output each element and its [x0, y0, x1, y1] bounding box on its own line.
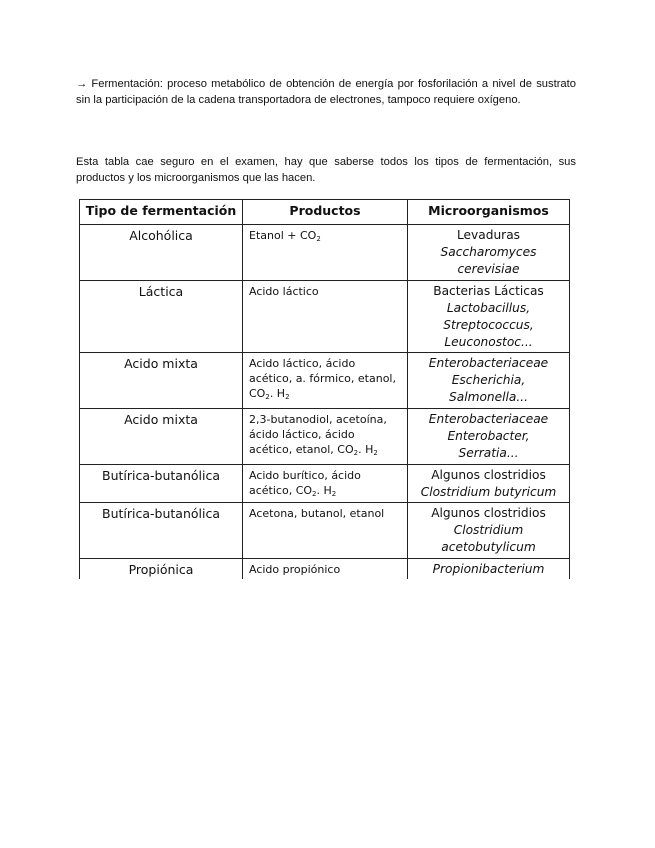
tipo-cell: Alcohólica: [80, 225, 243, 281]
productos-cell: Etanol + $CO_2$: [243, 225, 408, 281]
header-microorganismos: Microorganismos: [408, 200, 570, 225]
productos-cell: Acido burítico, ácido acético, $CO_2$. $H_2$: [243, 465, 408, 503]
tipo-cell: Acido mixta: [80, 409, 243, 465]
tipo-cell: Butírica-butanólica: [80, 465, 243, 503]
tipo-cell: Láctica: [80, 281, 243, 353]
note-paragraph: Esta tabla cae seguro en el examen, hay que saberse todos los tipos de fermentación, sus productos y los microorganismos que las hacen.: [76, 156, 576, 184]
tipo-cell: Acido mixta: [80, 353, 243, 409]
micro-cell: Bacterias Lácticas Lactobacillus, Streptococcus, Leuconostoc...: [408, 281, 570, 353]
table-row: [80, 465, 570, 503]
micro-cell: Propionibacterium: [408, 559, 570, 580]
table-header-row: [80, 200, 570, 225]
table-row: [80, 225, 570, 281]
micro-cell: Enterobacteriaceae Enterobacter, Serratia...: [408, 409, 570, 465]
header-tipo: Tipo de fermentación: [80, 200, 243, 225]
micro-cell: Enterobacteriaceae Escherichia, Salmonella...: [408, 353, 570, 409]
productos-cell: Acetona, butanol, etanol: [243, 503, 408, 559]
header-productos: Productos: [243, 200, 408, 225]
fermentation-table: [79, 199, 570, 579]
table-row: [80, 281, 570, 353]
productos-cell: Acido propiónico: [243, 559, 408, 580]
table-row: [80, 503, 570, 559]
tipo-cell: Butírica-butanólica: [80, 503, 243, 559]
productos-cell: Acido láctico, ácido acético, a. fórmico, etanol, $CO_2$. $H_2$: [243, 353, 408, 409]
table-row: [80, 353, 570, 409]
table-row: [80, 559, 570, 580]
micro-cell: Levaduras Saccharomyces cerevisiae: [408, 225, 570, 281]
micro-cell: Algunos clostridios Clostridium acetobutylicum: [408, 503, 570, 559]
tipo-cell: Propiónica: [80, 559, 243, 580]
definition-paragraph: → Fermentación: proceso metabólico de obtención de energía por fosforilación a nivel de sustrato sin la participación de la cadena transportadora de electrones, tampoco requiere oxígeno.: [76, 78, 576, 106]
productos-cell: Acido láctico: [243, 281, 408, 353]
micro-cell: Algunos clostridios Clostridium butyricum: [408, 465, 570, 503]
table-row: [80, 409, 570, 465]
productos-cell: 2,3-butanodiol, acetoína, ácido láctico, ácido acético, etanol, $CO_2$. $H_2$: [243, 409, 408, 465]
